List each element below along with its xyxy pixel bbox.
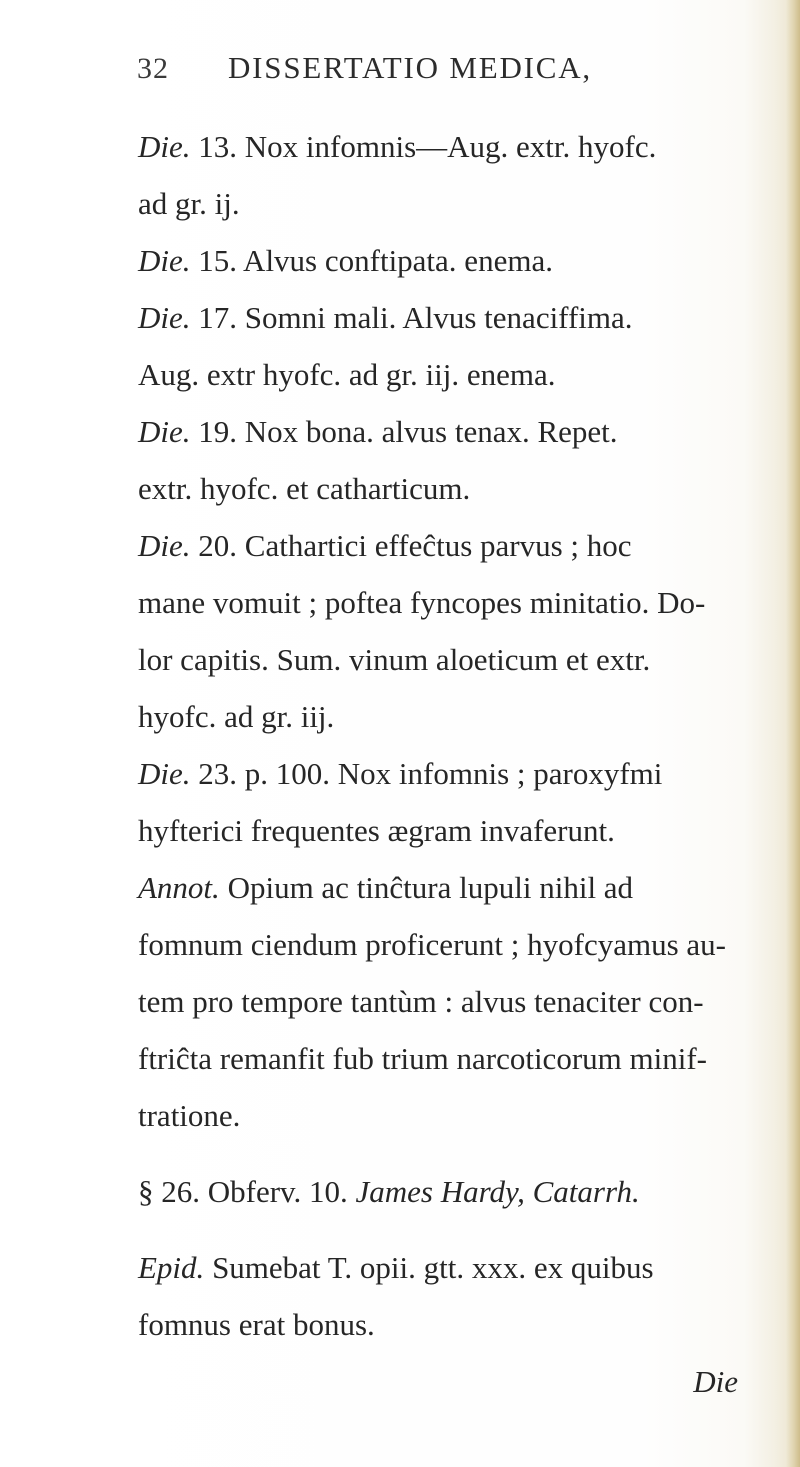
text-line: [138, 1087, 738, 1144]
line-text: 19. Nox bona. alvus tenax. Repet.: [190, 414, 618, 449]
text-line: [138, 631, 738, 688]
entry-label: Die.: [138, 300, 191, 335]
line-text: 23. p. 100. Nox infomnis ; paroxyfmi: [190, 756, 663, 791]
text-line: [138, 346, 738, 403]
text-line: [138, 289, 738, 346]
text-line: [138, 745, 738, 802]
line-text: mane vomuit ; poftea fyncopes minitatio. Do-: [138, 585, 706, 620]
page-number: 32: [137, 52, 169, 85]
page-header: [0, 40, 800, 100]
entry-label: Die.: [138, 243, 191, 278]
text-line: [138, 1030, 738, 1087]
citation-title: James Hardy, Catarrh.: [355, 1174, 640, 1209]
entry-label: Die.: [138, 528, 191, 563]
line-text: ftriĉta remanfit fub trium narcoticorum minif-: [138, 1041, 707, 1076]
text-line: [138, 118, 738, 175]
line-text: hyfterici frequentes ægram invaferunt.: [138, 813, 615, 848]
text-line: [138, 859, 738, 916]
text-line: [138, 232, 738, 289]
entry-label: Annot.: [138, 870, 220, 905]
catchword: Die: [693, 1364, 738, 1399]
text-line: [138, 688, 738, 745]
line-text: 13. Nox infomnis—Aug. extr. hyofc.: [190, 129, 657, 164]
line-text: lor capitis. Sum. vinum aloeticum et extr.: [138, 642, 651, 677]
text-line: [138, 175, 738, 232]
line-text: Sumebat T. opii. gtt. xxx. ex quibus: [204, 1250, 654, 1285]
text-line: [138, 973, 738, 1030]
page-edge-shadow: [786, 0, 800, 1467]
line-text: § 26. Obferv. 10.: [138, 1174, 356, 1209]
running-head: DISSERTATIO MEDICA,: [228, 50, 592, 85]
text-line: [138, 916, 738, 973]
line-text: Aug. extr hyofc. ad gr. iij. enema.: [138, 357, 556, 392]
line-text: 17. Somni mali. Alvus tenaciffima.: [190, 300, 633, 335]
line-text: extr. hyofc. et catharticum.: [138, 471, 471, 506]
text-line: [138, 1296, 738, 1353]
line-text: tem pro tempore tantùm : alvus tenaciter con-: [138, 984, 704, 1019]
text-line: [138, 802, 738, 859]
entry-label: Epid.: [138, 1250, 205, 1285]
entry-label: Die.: [138, 756, 191, 791]
line-text: tratione.: [138, 1098, 241, 1133]
entry-label: Die.: [138, 129, 191, 164]
line-text: Opium ac tinĉtura lupuli nihil ad: [219, 870, 634, 905]
text-line: [138, 574, 738, 631]
text-line: [138, 1239, 738, 1296]
line-text: fomnum ciendum proficerunt ; hyofcyamus au-: [138, 927, 726, 962]
text-line: [138, 517, 738, 574]
line-text: fomnus erat bonus.: [138, 1307, 375, 1342]
line-text: ad gr. ij.: [138, 186, 240, 221]
line-text: 20. Cathartici effeĉtus parvus ; hoc: [190, 528, 632, 563]
line-text: 15. Alvus conftipata. enema.: [190, 243, 553, 278]
entry-label: Die.: [138, 414, 191, 449]
text-line: [138, 403, 738, 460]
text-line: [138, 460, 738, 517]
text-line: [138, 1144, 738, 1239]
line-text: hyofc. ad gr. iij.: [138, 699, 335, 734]
body-text: [138, 118, 738, 1410]
text-line: [138, 1353, 738, 1410]
